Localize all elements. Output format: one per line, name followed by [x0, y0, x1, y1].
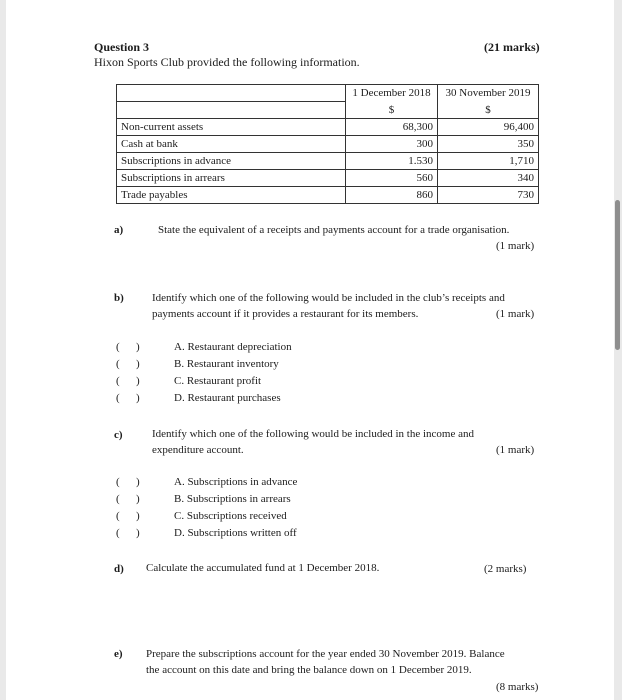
table-currency-row — [117, 102, 539, 119]
part-d-text: Calculate the accumulated fund at 1 December 2018. — [146, 562, 380, 574]
checkbox-close-paren[interactable]: ) — [136, 358, 140, 370]
checkbox-open-paren[interactable]: ( — [116, 358, 120, 370]
currency-label: $ — [438, 102, 539, 119]
checkbox-close-paren[interactable]: ) — [136, 527, 140, 539]
option-row[interactable] — [116, 341, 376, 357]
table-row — [117, 170, 539, 187]
checkbox-close-paren[interactable]: ) — [136, 392, 140, 404]
checkbox-open-paren[interactable]: ( — [116, 527, 120, 539]
row-value-2019: 350 — [438, 136, 539, 153]
option-text: D. Restaurant purchases — [174, 392, 281, 404]
row-label: Cash at bank — [117, 136, 346, 153]
option-text: B. Subscriptions in arrears — [174, 493, 291, 505]
row-value-2018: 1.530 — [346, 153, 438, 170]
part-b-marks: (1 mark) — [496, 308, 535, 320]
scrollbar-thumb[interactable] — [615, 200, 620, 350]
question-title: Question 3 — [94, 40, 150, 54]
row-value-2018: 560 — [346, 170, 438, 187]
part-d-marks: (2 marks) — [484, 563, 527, 575]
row-label: Subscriptions in arrears — [117, 170, 346, 187]
row-label: Non-current assets — [117, 119, 346, 136]
table-row — [117, 187, 539, 204]
table-row — [117, 153, 539, 170]
part-e-line2: the account on this date and bring the balance down on 1 December 2019. — [146, 664, 472, 676]
checkbox-open-paren[interactable]: ( — [116, 375, 120, 387]
part-a-letter: a) — [114, 224, 124, 236]
checkbox-open-paren[interactable]: ( — [116, 510, 120, 522]
part-b-letter: b) — [114, 292, 124, 304]
document-page — [6, 0, 614, 700]
option-row[interactable] — [116, 476, 376, 492]
table-header-row — [117, 85, 539, 102]
option-row[interactable] — [116, 527, 376, 543]
row-value-2019: 730 — [438, 187, 539, 204]
option-row[interactable] — [116, 358, 376, 374]
option-text: A. Restaurant depreciation — [174, 341, 292, 353]
row-value-2018: 860 — [346, 187, 438, 204]
option-row[interactable] — [116, 375, 376, 391]
table-row — [117, 136, 539, 153]
column-header-2019: 30 November 2019 — [438, 85, 539, 102]
part-c-letter: c) — [114, 429, 123, 441]
checkbox-close-paren[interactable]: ) — [136, 493, 140, 505]
checkbox-close-paren[interactable]: ) — [136, 476, 140, 488]
currency-label: $ — [346, 102, 438, 119]
part-c-marks: (1 mark) — [496, 444, 535, 456]
row-value-2019: 340 — [438, 170, 539, 187]
checkbox-close-paren[interactable]: ) — [136, 341, 140, 353]
part-e-marks: (8 marks) — [496, 681, 539, 693]
option-text: C. Subscriptions received — [174, 510, 287, 522]
question-marks: (21 marks) — [484, 40, 540, 54]
option-text: C. Restaurant profit — [174, 375, 262, 387]
part-c-line1: Identify which one of the following would be included in the income and — [152, 428, 474, 440]
row-label: Trade payables — [117, 187, 346, 204]
option-row[interactable] — [116, 510, 376, 526]
part-a-marks: (1 mark) — [496, 240, 535, 252]
option-text: B. Restaurant inventory — [174, 358, 279, 370]
option-text: D. Subscriptions written off — [174, 527, 297, 539]
part-e-line1: Prepare the subscriptions account for the year ended 30 November 2019. Balance — [146, 648, 505, 660]
part-b-line1: Identify which one of the following would be included in the club’s receipts and — [152, 292, 505, 304]
row-value-2019: 1,710 — [438, 153, 539, 170]
row-value-2018: 68,300 — [346, 119, 438, 136]
part-c-line2: expenditure account. — [152, 444, 244, 456]
part-d-letter: d) — [114, 563, 124, 575]
row-value-2018: 300 — [346, 136, 438, 153]
column-header-2018: 1 December 2018 — [346, 85, 438, 102]
part-e-letter: e) — [114, 648, 123, 660]
checkbox-open-paren[interactable]: ( — [116, 493, 120, 505]
table-row — [117, 119, 539, 136]
question-intro: Hixon Sports Club provided the following information. — [94, 55, 360, 69]
checkbox-open-paren[interactable]: ( — [116, 476, 120, 488]
option-row[interactable] — [116, 493, 376, 509]
checkbox-close-paren[interactable]: ) — [136, 375, 140, 387]
row-value-2019: 96,400 — [438, 119, 539, 136]
checkbox-open-paren[interactable]: ( — [116, 341, 120, 353]
checkbox-close-paren[interactable]: ) — [136, 510, 140, 522]
option-text: A. Subscriptions in advance — [174, 476, 298, 488]
checkbox-open-paren[interactable]: ( — [116, 392, 120, 404]
option-row[interactable] — [116, 392, 376, 408]
part-b-line2: payments account if it provides a restaurant for its members. — [152, 308, 419, 320]
info-table — [116, 84, 539, 204]
part-a-text: State the equivalent of a receipts and payments account for a trade organisation. — [158, 224, 510, 236]
row-label: Subscriptions in advance — [117, 153, 346, 170]
